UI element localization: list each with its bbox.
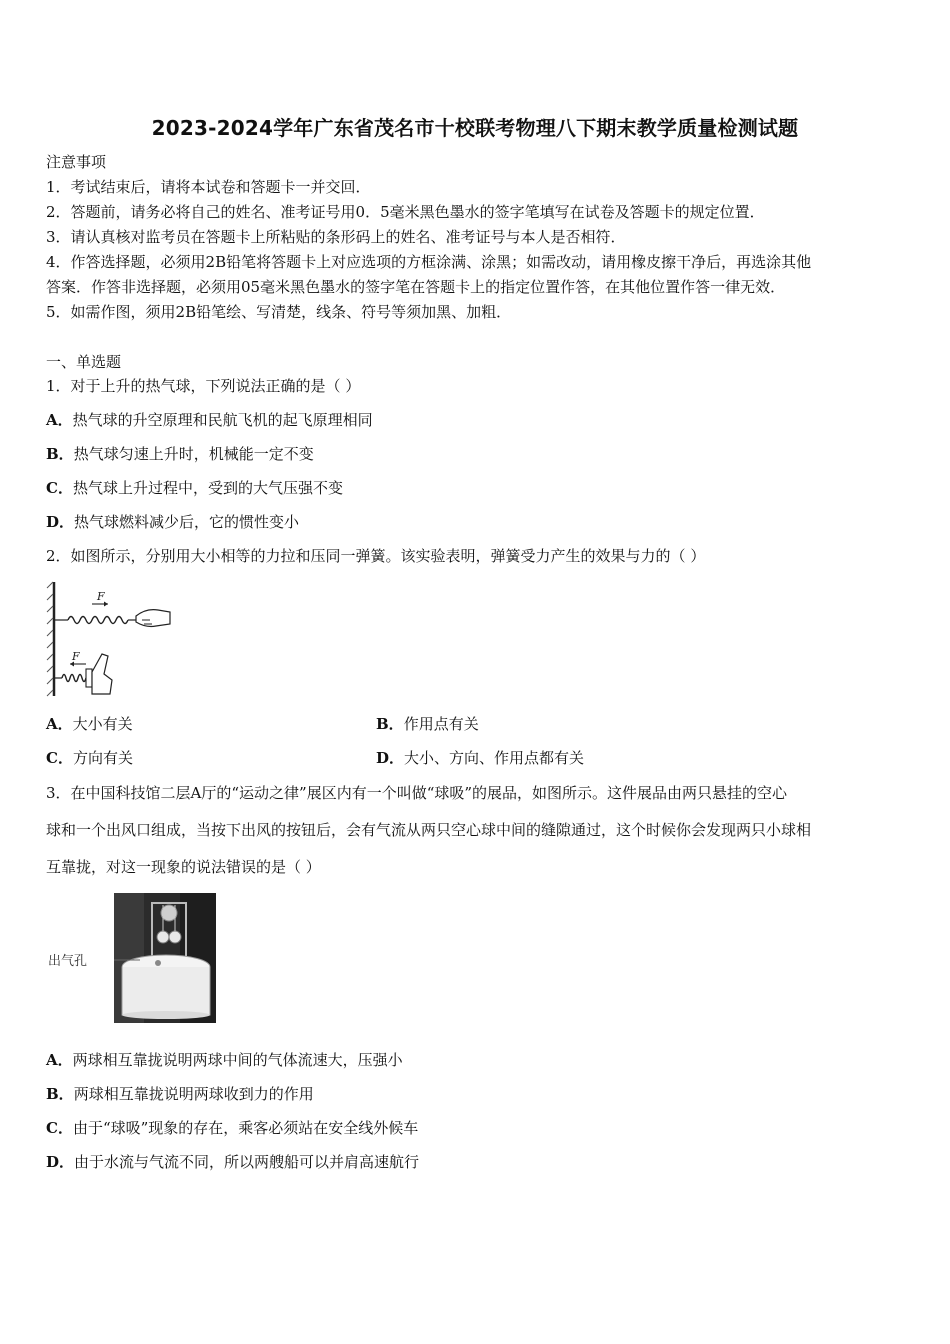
page-title: 2023-2024学年广东省茂名市十校联考物理八下期末教学质量检测试题 bbox=[151, 116, 799, 140]
q2-option-b bbox=[376, 714, 479, 734]
section-heading: 一、单选题 bbox=[46, 353, 122, 371]
option-label: C． bbox=[46, 749, 73, 767]
q2-option-a bbox=[46, 714, 133, 734]
option-text: 两球相互靠拢说明两球中间的气体流速大，压强小 bbox=[72, 1051, 403, 1069]
question-3-stem-line: 球和一个出风口组成，当按下出风的按钮后，会有气流从两只空心球中间的缝隙通过，这个时候你会发现两只小球相 bbox=[46, 821, 812, 839]
q1-option-a bbox=[46, 410, 373, 430]
option-label: B． bbox=[376, 715, 404, 733]
notice-item: 4．作答选择题，必须用2B铅笔将答题卡上对应选项的方框涂满、涂黑；如需改动，请用橡皮擦干净后，再选涂其他 bbox=[46, 253, 812, 271]
notice-item: 2．答题前，请务必将自己的姓名、准考证号用0．5毫米黑色墨水的签字笔填写在试卷及答题卡的规定位置． bbox=[46, 203, 765, 221]
outlet-label: 出气孔 bbox=[48, 954, 88, 969]
notice-item: 1．考试结束后，请将本试卷和答题卡一并交回． bbox=[46, 178, 371, 196]
option-label: A． bbox=[46, 411, 73, 429]
q1-option-c bbox=[46, 478, 343, 498]
q2-option-d bbox=[376, 748, 584, 768]
force-label: F bbox=[72, 650, 80, 663]
q3-option-d bbox=[46, 1152, 419, 1172]
notice-item: 5．如需作图，须用2B铅笔绘、写清楚，线条、符号等须加黑、加粗． bbox=[46, 303, 512, 321]
notice-item: 3．请认真核对监考员在答题卡上所粘贴的条形码上的姓名、准考证号与本人是否相符． bbox=[46, 228, 626, 246]
option-text: 热气球匀速上升时，机械能一定不变 bbox=[73, 445, 314, 463]
notice-item: 答案．作答非选择题，必须用05毫米黑色墨水的签字笔在答题卡上的指定位置作答，在其他位置作答一律无效． bbox=[46, 278, 786, 296]
q2-option-c bbox=[46, 748, 133, 768]
q3-option-c bbox=[46, 1118, 418, 1138]
option-text: 作用点有关 bbox=[403, 715, 479, 733]
q1-option-b bbox=[46, 444, 314, 464]
question-1-stem: 1．对于上升的热气球，下列说法正确的是（ ） bbox=[46, 377, 361, 395]
option-text: 热气球上升过程中，受到的大气压强不变 bbox=[72, 479, 343, 497]
q3-option-b bbox=[46, 1084, 314, 1104]
option-text: 热气球燃料减少后，它的惯性变小 bbox=[74, 513, 300, 531]
option-text: 大小有关 bbox=[72, 715, 133, 733]
notice-heading: 注意事项 bbox=[46, 153, 107, 171]
option-label: B． bbox=[46, 1085, 74, 1103]
ball-suction-photo bbox=[114, 893, 216, 1023]
question-3-stem-line: 互靠拢，对这一现象的说法错误的是（ ） bbox=[46, 858, 321, 876]
option-label: B． bbox=[46, 445, 74, 463]
option-text: 由于水流与气流不同，所以两艘船可以并肩高速航行 bbox=[74, 1153, 420, 1171]
option-label: C． bbox=[46, 1119, 73, 1137]
option-text: 由于“球吸”现象的存在，乘客必须站在安全线外候车 bbox=[72, 1119, 419, 1137]
option-text: 两球相互靠拢说明两球收到力的作用 bbox=[73, 1085, 314, 1103]
option-text: 方向有关 bbox=[72, 749, 133, 767]
option-label: D． bbox=[46, 1153, 75, 1171]
question-2-stem: 2．如图所示，分别用大小相等的力拉和压同一弹簧。该实验表明，弹簧受力产生的效果与力的（ ） bbox=[46, 547, 706, 565]
option-label: C． bbox=[46, 479, 73, 497]
option-label: A． bbox=[46, 1051, 73, 1069]
option-label: D． bbox=[46, 513, 75, 531]
spring-figure bbox=[44, 580, 174, 700]
option-text: 大小、方向、作用点都有关 bbox=[404, 749, 585, 767]
question-3-stem-line: 3．在中国科技馆二层A厅的“运动之律”展区内有一个叫做“球吸”的展品，如图所示。这件展品由两只悬挂的空心 bbox=[46, 784, 788, 802]
q3-option-a bbox=[46, 1050, 403, 1070]
option-label: A． bbox=[46, 715, 73, 733]
force-label: F bbox=[97, 590, 105, 603]
option-text: 热气球的升空原理和民航飞机的起飞原理相同 bbox=[72, 411, 373, 429]
q1-option-d bbox=[46, 512, 299, 532]
option-label: D． bbox=[376, 749, 405, 767]
